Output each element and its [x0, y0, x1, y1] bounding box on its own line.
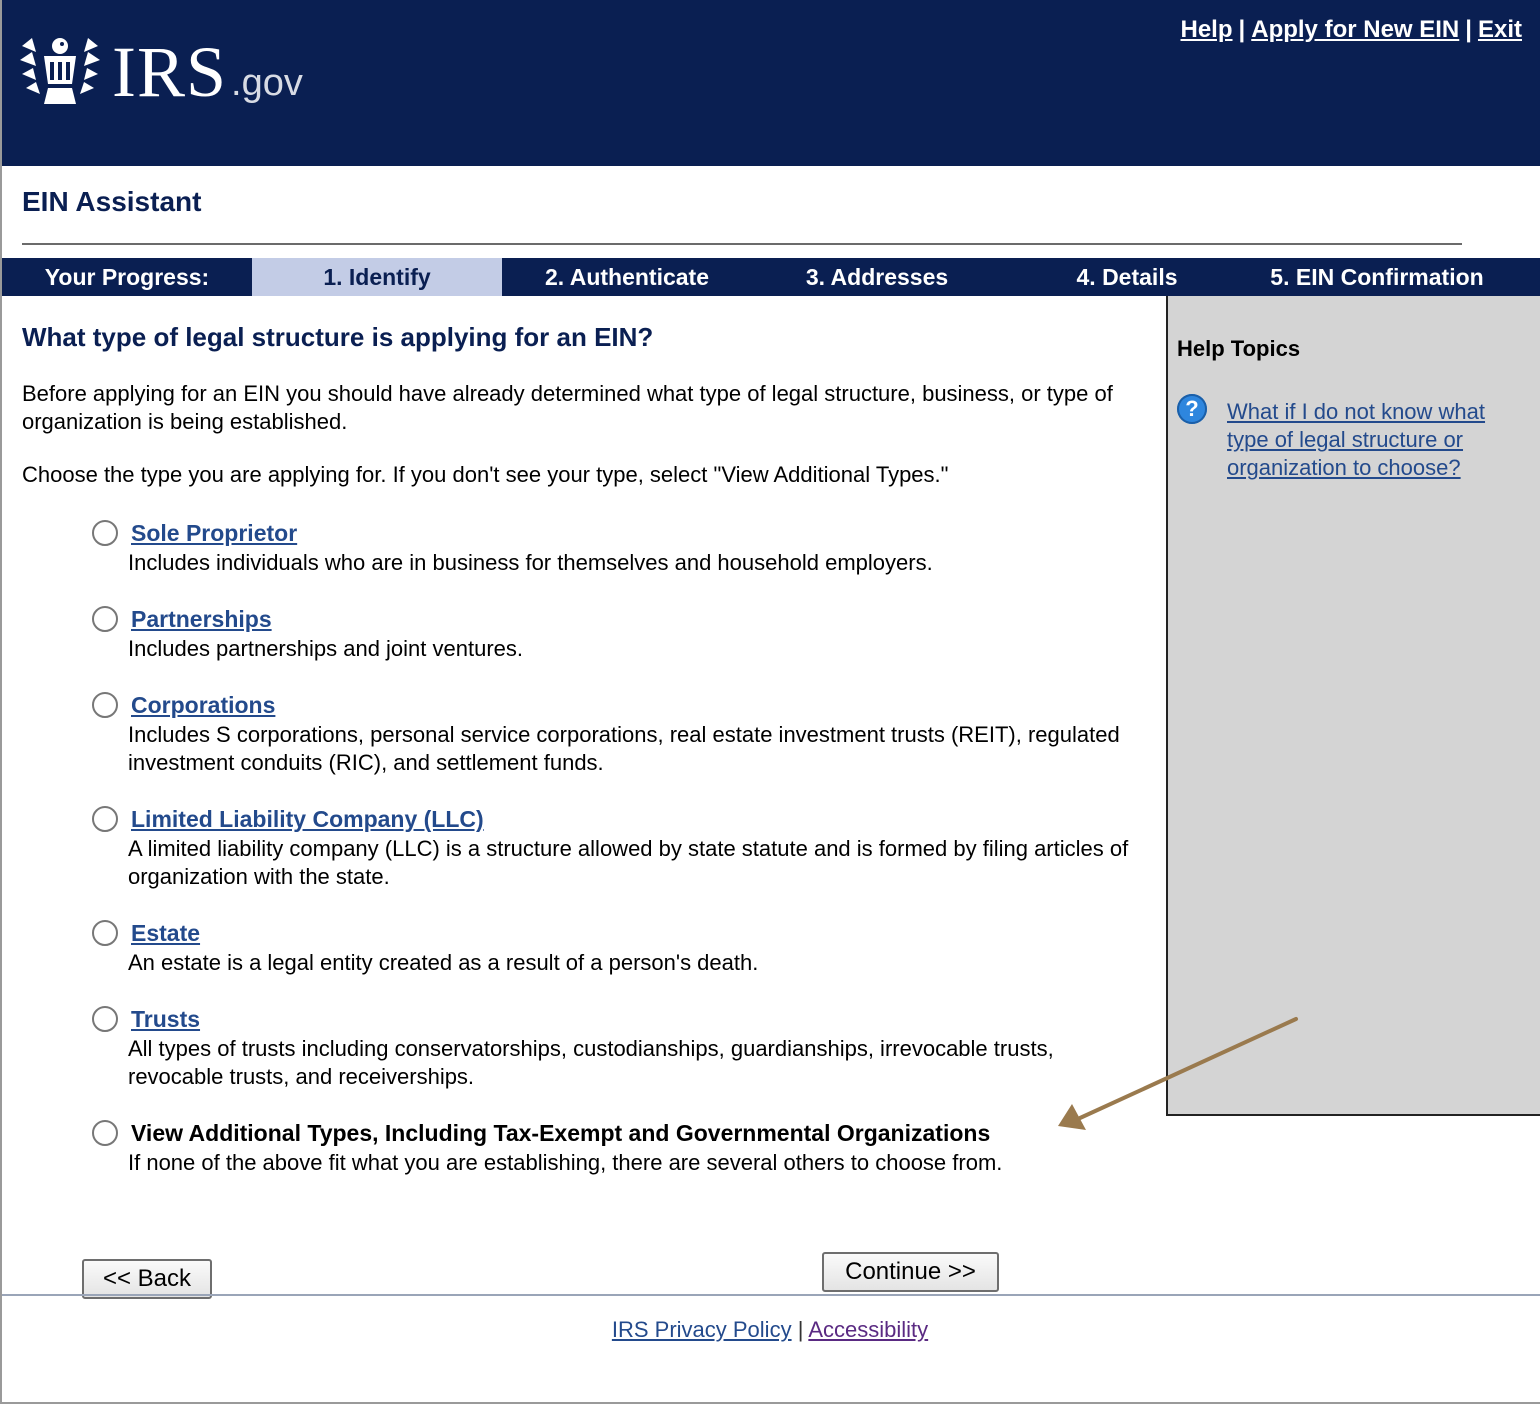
progress-label: Your Progress:: [44, 264, 210, 290]
radio-estate[interactable]: [92, 920, 118, 946]
link-separator: |: [1465, 16, 1472, 43]
privacy-policy-link[interactable]: IRS Privacy Policy: [611, 1317, 792, 1342]
radio-trusts[interactable]: [92, 1006, 118, 1032]
footer: [0, 1317, 1540, 1343]
logo-text: IRS: [112, 32, 228, 112]
option-title-link[interactable]: Estate: [131, 920, 201, 946]
logo-suffix: .gov: [231, 62, 303, 104]
option-description: A limited liability company (LLC) is a structure allowed by state statute and is formed by filing articles of organization with the state.: [128, 836, 1129, 889]
apply-new-ein-link[interactable]: Apply for New EIN: [1251, 16, 1460, 43]
progress-step-authenticate: 2. Authenticate: [544, 264, 709, 290]
progress-step-addresses: 3. Addresses: [805, 264, 949, 290]
top-links: [1181, 16, 1523, 44]
option-title-link[interactable]: Trusts: [131, 1006, 201, 1032]
help-link[interactable]: Help: [1180, 16, 1233, 43]
progress-step-identify: 1. Identify: [252, 258, 502, 296]
instruction-text: Choose the type you are applying for. If you don't see your type, select "View Additional Types.": [22, 462, 949, 487]
option-description: All types of trusts including conservatorships, custodianships, guardianships, irrevocable trusts, revocable trusts, and receiverships.: [128, 1036, 1054, 1089]
progress-bar: [2, 258, 1540, 296]
footer-divider: [2, 1294, 1540, 1296]
page-frame-left: [0, 0, 2, 1404]
help-topics-heading: Help Topics: [1177, 336, 1301, 361]
option-title-link[interactable]: Partnerships: [131, 606, 272, 632]
radio-sole-proprietor[interactable]: [92, 520, 118, 546]
option-title[interactable]: View Additional Types, Including Tax-Exempt and Governmental Organizations: [131, 1120, 991, 1146]
option-title-link[interactable]: Sole Proprietor: [131, 520, 298, 546]
footer-separator: |: [797, 1317, 804, 1342]
link-separator: |: [1238, 16, 1246, 43]
help-topic-link[interactable]: What if I do not know what type of legal structure or organization to choose?: [1227, 399, 1486, 480]
question-icon: ?: [1177, 394, 1207, 424]
site-header: [2, 0, 1540, 166]
progress-step-details: 4. Details: [1076, 264, 1178, 290]
continue-button[interactable]: Continue >>: [822, 1252, 999, 1292]
radio-view-additional-types[interactable]: [92, 1120, 118, 1146]
page-title: EIN Assistant: [22, 186, 202, 217]
question-heading: What type of legal structure is applying for an EIN?: [22, 322, 654, 352]
option-description: If none of the above fit what you are establishing, there are several others to choose from.: [128, 1150, 1003, 1175]
option-description: An estate is a legal entity created as a result of a person's death.: [128, 950, 759, 975]
option-title-link[interactable]: Corporations: [131, 692, 276, 718]
title-divider: [22, 243, 1462, 245]
option-description: Includes partnerships and joint ventures.: [128, 636, 524, 661]
radio-partnerships[interactable]: [92, 606, 118, 632]
help-sidebar: [1166, 296, 1540, 1116]
intro-text: Before applying for an EIN you should have already determined what type of legal structure, business, or type of organization is being established.: [22, 381, 1113, 434]
progress-step-ein-confirmation: 5. EIN Confirmation: [1270, 264, 1484, 290]
option-title-link[interactable]: Limited Liability Company (LLC): [131, 806, 484, 832]
exit-link[interactable]: Exit: [1477, 16, 1522, 43]
radio-llc[interactable]: [92, 806, 118, 832]
irs-logo[interactable]: [18, 28, 303, 112]
radio-corporations[interactable]: [92, 692, 118, 718]
accessibility-link[interactable]: Accessibility: [808, 1317, 929, 1342]
eagle-icon: [18, 32, 102, 108]
option-description: Includes S corporations, personal service corporations, real estate investment trusts (REIT), regulated investment conduits (RIC), and settlement funds.: [128, 722, 1120, 775]
option-description: Includes individuals who are in business for themselves and household employers.: [128, 550, 933, 575]
back-button[interactable]: << Back: [82, 1259, 212, 1299]
